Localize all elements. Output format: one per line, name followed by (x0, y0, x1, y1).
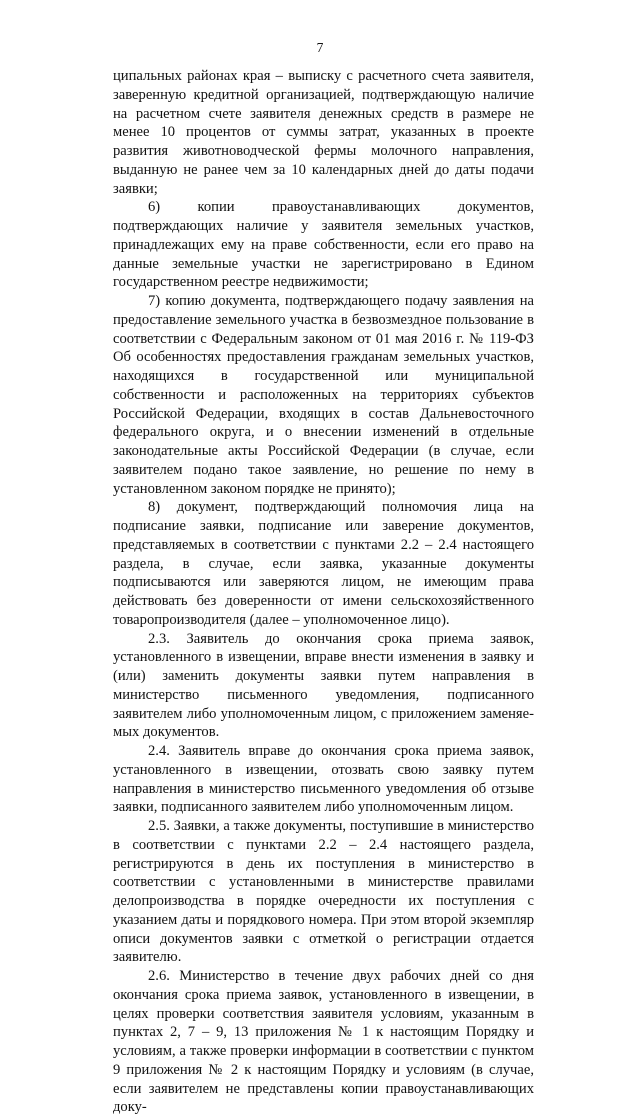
paragraph-2-6: 2.6. Министерство в течение двух рабочих дней со дня окончания срока приема заявок, установленного в извещении, в целях проверки соответствия заявителя условиям, указанным в пунктах 2, 7 – 9, 13 приложения № 1 к настоящим Порядку и условиям, а также проверки информации в соответствии с пунктом 9 приложения № 2 к настоящим Порядку и условиям (в случае, если заявителем не представлены копии правоустанавливающих доку- (113, 968, 534, 1116)
paragraph-2-3: 2.3. Заявитель до окончания срока приема заявок, установленного в извещении, вправе внести изменения в заявку и (или) заменить документы заявки путем направления в министерство письменного уведомления, подписанного заявителем либо уполномоченным лицом, с приложением заменяемых документов. (113, 630, 534, 741)
document-body (113, 67, 534, 1117)
paragraph-item-6: 6) копии правоустанавливающих документов, подтверждающих наличие у заявителя земельных участков, принадлежащих ему на праве собственности, если его право на данные земельные участки не зарегистрировано в Едином государственном реестре недвижимости; (113, 199, 534, 291)
paragraph-item-8: 8) документ, подтверждающий полномочия лица на подписание заявки, подписание или заверение документов, представляемых в соответствии с пунктами 2.2 – 2.4 настоящего раздела, в случае, если заявка, указанные документы подписываются или заверяются лицом, не имеющим права действовать без доверенности от имени сельскохозяйственного товаропроизводителя (далее – уполномоченное лицо). (113, 499, 534, 628)
paragraph-item-7: 7) копию документа, подтверждающего подачу заявления на предоставление земельного участка в безвозмездное пользование в соответствии с Федеральным законом от 01 мая 2016 г. № 119-ФЗ Об особенностях предоставления гражданам земельных участков, находящихся в государственной или муниципальной собственности и расположенных на территориях субъектов Российской Федерации, входящих в состав Дальневосточного федерального округа, и о внесении изменений в отдельные законодательные акты Российской Федерации (в случае, если заявителем подано такое заявление, но решение по нему в установленном законом порядке не принято); (113, 293, 534, 497)
paragraph-continuation: ципальных районах края – выписку с расчетного счета заявителя, заверенную кредитной организацией, подтверждающую наличие на расчетном счете заявителя денежных средств в размере не менее 10 процентов от суммы затрат, указанных в проекте развития животноводческой фермы молочного направления, выданную не ранее чем за 10 календарных дней до даты подачи заявки; (113, 68, 534, 197)
paragraph-2-4: 2.4. Заявитель вправе до окончания срока приема заявок, установленного в извещении, отозвать свою заявку путем направления в министерство письменного уведомления об отзыве заявки, подписанного заявителем либо уполномоченным лицом. (113, 743, 534, 816)
paragraph-2-5: 2.5. Заявки, а также документы, поступившие в министерство в соответствии с пунктами 2.2 – 2.4 настоящего раздела, регистрируются в день их поступления в министерство в соответствии с установленными в министерстве правилами делопроизводства в порядке очередности их поступления с указанием даты и порядкового номера. При этом второй экземпляр описи документов заявки с отметкой о регистрации отдается заявителю. (113, 818, 534, 966)
page-number: 7 (316, 40, 324, 55)
